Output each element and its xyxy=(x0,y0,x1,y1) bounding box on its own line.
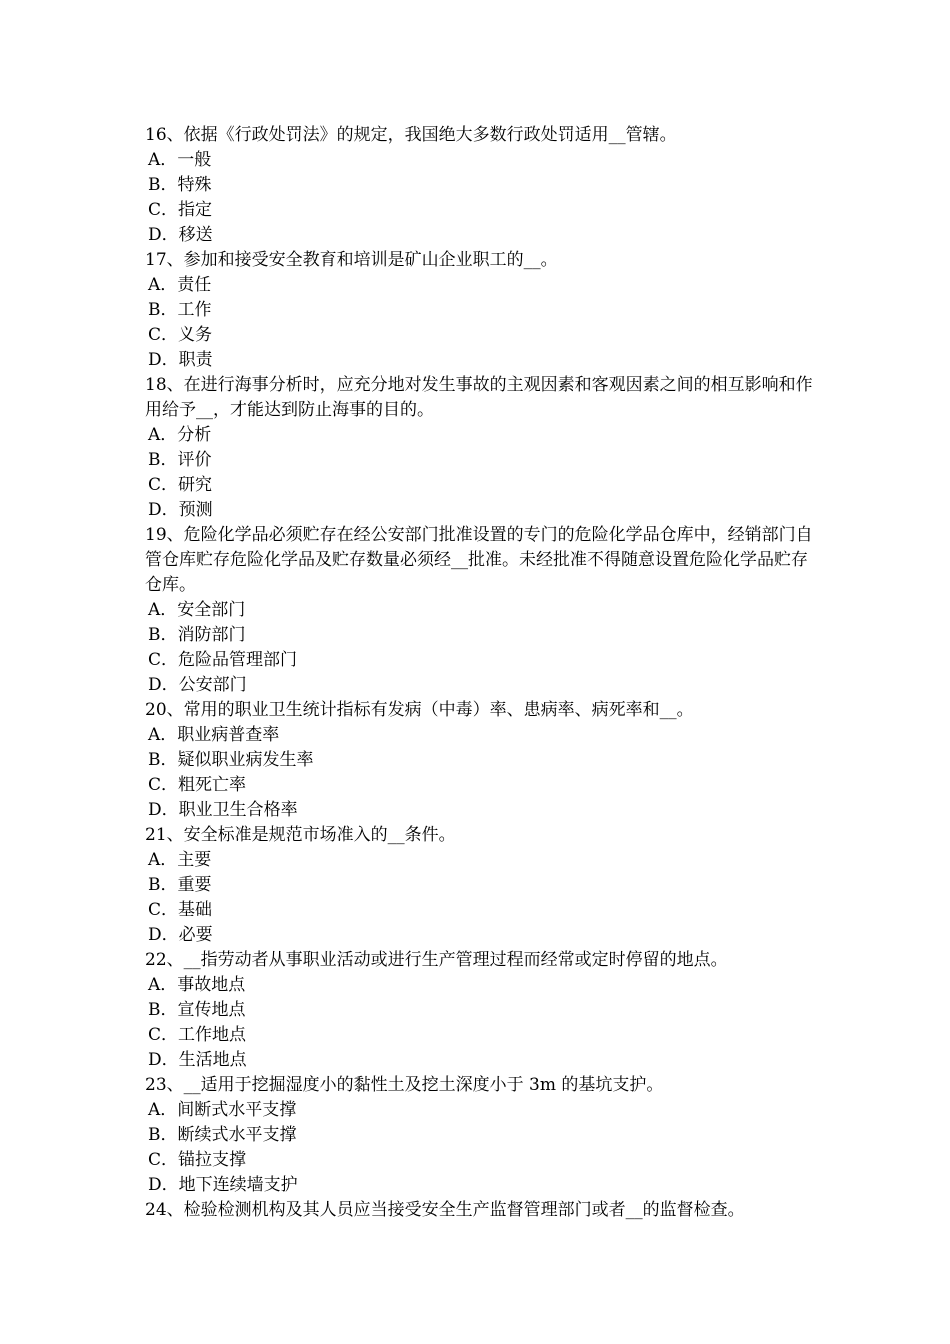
question-stem: 18、在进行海事分析时，应充分地对发生事故的主观因素和客观因素之间的相互影响和作用给予__，才能达到防止海事的目的。 xyxy=(145,375,813,420)
option-a: A．职业病普查率 xyxy=(148,725,280,745)
option-a: A．一般 xyxy=(148,150,212,170)
question-stem: 24、检验检测机构及其人员应当接受安全生产监督管理部门或者__的监督检查。 xyxy=(145,1200,745,1220)
document-page xyxy=(145,123,815,1223)
option-b: B．重要 xyxy=(148,875,212,895)
option-a: A．责任 xyxy=(148,275,212,295)
option-a: A．事故地点 xyxy=(148,975,246,995)
option-b: B．评价 xyxy=(148,450,212,470)
option-d: D．生活地点 xyxy=(148,1050,247,1070)
option-d: D．必要 xyxy=(148,925,213,945)
option-c: C．研究 xyxy=(148,475,213,495)
question-17 xyxy=(145,248,815,373)
option-a: A．分析 xyxy=(148,425,212,445)
option-b: B．疑似职业病发生率 xyxy=(148,750,314,770)
option-c: C．锚拉支撑 xyxy=(148,1150,247,1170)
question-18 xyxy=(145,373,815,523)
option-d: D．预测 xyxy=(148,500,213,520)
question-stem: 20、常用的职业卫生统计指标有发病（中毒）率、患病率、病死率和__。 xyxy=(145,700,694,720)
question-16 xyxy=(145,123,815,248)
option-a: A．主要 xyxy=(148,850,212,870)
option-c: C．危险品管理部门 xyxy=(148,650,298,670)
question-stem: 19、危险化学品必须贮存在经公安部门批准设置的专门的危险化学品仓库中，经销部门自管仓库贮存危险化学品及贮存数量必须经__批准。未经批准不得随意设置危险化学品贮存仓库。 xyxy=(145,525,813,595)
option-d: D．移送 xyxy=(148,225,213,245)
question-21 xyxy=(145,823,815,948)
option-c: C．义务 xyxy=(148,325,213,345)
question-23 xyxy=(145,1073,815,1198)
option-d: D．地下连续墙支护 xyxy=(148,1175,298,1195)
option-d: D．职责 xyxy=(148,350,213,370)
question-22 xyxy=(145,948,815,1073)
question-24 xyxy=(145,1198,815,1223)
option-c: C．指定 xyxy=(148,200,213,220)
question-stem: 21、安全标准是规范市场准入的__条件。 xyxy=(145,825,456,845)
question-stem: 17、参加和接受安全教育和培训是矿山企业职工的__。 xyxy=(145,250,558,270)
option-b: B．工作 xyxy=(148,300,212,320)
option-c: C．基础 xyxy=(148,900,213,920)
option-c: C．工作地点 xyxy=(148,1025,247,1045)
option-b: B．宣传地点 xyxy=(148,1000,246,1020)
question-20 xyxy=(145,698,815,823)
option-c: C．粗死亡率 xyxy=(148,775,247,795)
question-19 xyxy=(145,523,815,698)
option-a: A．安全部门 xyxy=(148,600,246,620)
question-stem: 22、__指劳动者从事职业活动或进行生产管理过程而经常或定时停留的地点。 xyxy=(145,950,728,970)
question-stem: 23、__适用于挖掘湿度小的黏性土及挖土深度小于 3m 的基坑支护。 xyxy=(145,1075,664,1095)
option-b: B．特殊 xyxy=(148,175,212,195)
option-a: A．间断式水平支撑 xyxy=(148,1100,297,1120)
option-b: B．消防部门 xyxy=(148,625,246,645)
option-b: B．断续式水平支撑 xyxy=(148,1125,297,1145)
option-d: D．职业卫生合格率 xyxy=(148,800,298,820)
question-stem: 16、依据《行政处罚法》的规定，我国绝大多数行政处罚适用__管辖。 xyxy=(145,125,677,145)
option-d: D．公安部门 xyxy=(148,675,247,695)
